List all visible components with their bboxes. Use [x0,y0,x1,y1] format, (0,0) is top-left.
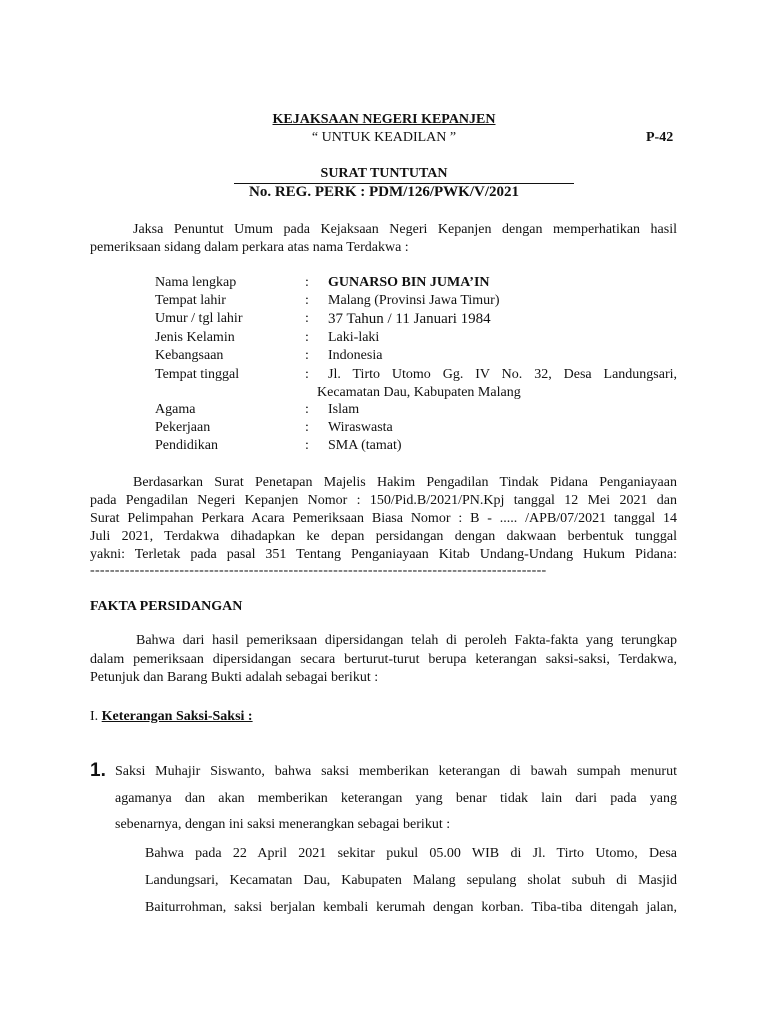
identity-value: Wiraswasta [328,420,393,435]
paragraph-line: pada Pengadilan Negeri Kepanjen Nomor : 150/Pid.B/2021/PN.Kpj tanggal 12 Mei 2021 dan [90,493,677,508]
dashed-filler: -------------------------------------------------------------------------------------------- [90,563,547,578]
identity-row [0,293,768,311]
identity-label: Pendidikan [155,438,218,453]
identity-row [0,330,768,348]
identity-colon: : [305,293,309,308]
identity-row [0,348,768,366]
section-numeral: I. [90,709,99,724]
identity-colon: : [305,275,309,290]
list-number: 1. [90,760,106,781]
identity-colon: : [305,330,309,345]
section-title: Keterangan Saksi-Saksi : [101,709,253,724]
identity-value: SMA (tamat) [328,438,402,453]
identity-label: Agama [155,402,196,417]
identity-label: Tempat lahir [155,293,226,308]
identity-label: Jenis Kelamin [155,330,235,345]
identity-label: Kebangsaan [155,348,224,363]
identity-colon: : [305,420,309,435]
identity-value: 37 Tahun / 11 Januari 1984 [328,311,491,327]
identity-row [0,438,768,456]
identity-colon: : [305,367,309,382]
paragraph-line: Surat Pelimpahan Perkara Acara Pemeriksaan Biasa Nomor : B - ..... /APB/07/2021 tanggal 14 [90,511,677,526]
identity-colon: : [305,348,309,363]
institution-name: KEJAKSAAN NEGERI KEPANJEN [272,112,496,127]
registration-number: No. REG. PERK : PDM/126/PWK/V/2021 [249,184,519,200]
paragraph-line: agamanya dan akan memberikan keterangan yang benar tidak lain dari pada yang [115,791,677,806]
identity-label: Nama lengkap [155,275,237,290]
paragraph-line: Petunjuk dan Barang Bukti adalah sebagai berikut : [90,670,379,685]
identity-row [0,402,768,420]
defendant-name: GUNARSO BIN JUMA’IN [328,275,490,290]
paragraph-line: Berdasarkan Surat Penetapan Majelis Hakim Pengadilan Tindak Pidana Penganiayaan [133,475,677,490]
identity-colon: : [305,438,309,453]
paragraph-line: sebenarnya, dengan ini saksi menerangkan sebagai berikut : [115,817,451,832]
identity-value-continued: Kecamatan Dau, Kabupaten Malang [317,385,521,400]
identity-row [0,420,768,438]
paragraph-line: Saksi Muhajir Siswanto, bahwa saksi memberikan keterangan di bawah sumpah menurut [115,764,677,779]
paragraph-line: dalam pemeriksaan dipersidangan secara berturut-turut berupa keterangan saksi-saksi, Terdakwa, [90,652,677,667]
section-heading [90,709,253,725]
intro-line-2: pemeriksaan sidang dalam perkara atas nama Terdakwa : [90,240,409,255]
motto: “ UNTUK KEADILAN ” [311,130,457,145]
paragraph-line: yakni: Terletak pada pasal 351 Tentang Penganiayaan Kitab Undang-Undang Hukum Pidana: [90,547,677,562]
paragraph-line: Bahwa dari hasil pemeriksaan dipersidangan telah di peroleh Fakta-fakta yang terungkap [136,633,677,648]
paragraph-line: Juli 2021, Terdakwa dihadapkan ke depan persidangan dengan dakwaan berbentuk tunggal [90,529,677,544]
facts-heading: FAKTA PERSIDANGAN [90,599,243,614]
paragraph-line: Bahwa pada 22 April 2021 sekitar pukul 05.00 WIB di Jl. Tirto Utomo, Desa [145,846,677,861]
identity-value: Malang (Provinsi Jawa Timur) [328,293,500,308]
paragraph-line: Baiturrohman, saksi berjalan kembali kerumah dengan korban. Tiba-tiba ditengah jalan, [145,900,677,915]
identity-colon: : [305,402,309,417]
paragraph-line: Landungsari, Kecamatan Dau, Kabupaten Malang sepulang sholat subuh di Masjid [145,873,677,888]
form-code: P-42 [646,130,674,145]
intro-line-1: Jaksa Penuntut Umum pada Kejaksaan Negeri Kepanjen dengan memperhatikan hasil [133,222,677,237]
identity-label: Pekerjaan [155,420,211,435]
identity-colon: : [305,311,309,326]
document-title: SURAT TUNTUTAN [320,166,448,181]
identity-row [0,275,768,293]
identity-value: Indonesia [328,348,383,363]
identity-value: Jl. Tirto Utomo Gg. IV No. 32, Desa Landungsari, [328,367,677,382]
identity-value: Laki-laki [328,330,380,345]
identity-label: Umur / tgl lahir [155,311,243,326]
identity-label: Tempat tinggal [155,367,240,382]
identity-row [0,367,768,403]
identity-row [0,311,768,329]
identity-value: Islam [328,402,360,417]
